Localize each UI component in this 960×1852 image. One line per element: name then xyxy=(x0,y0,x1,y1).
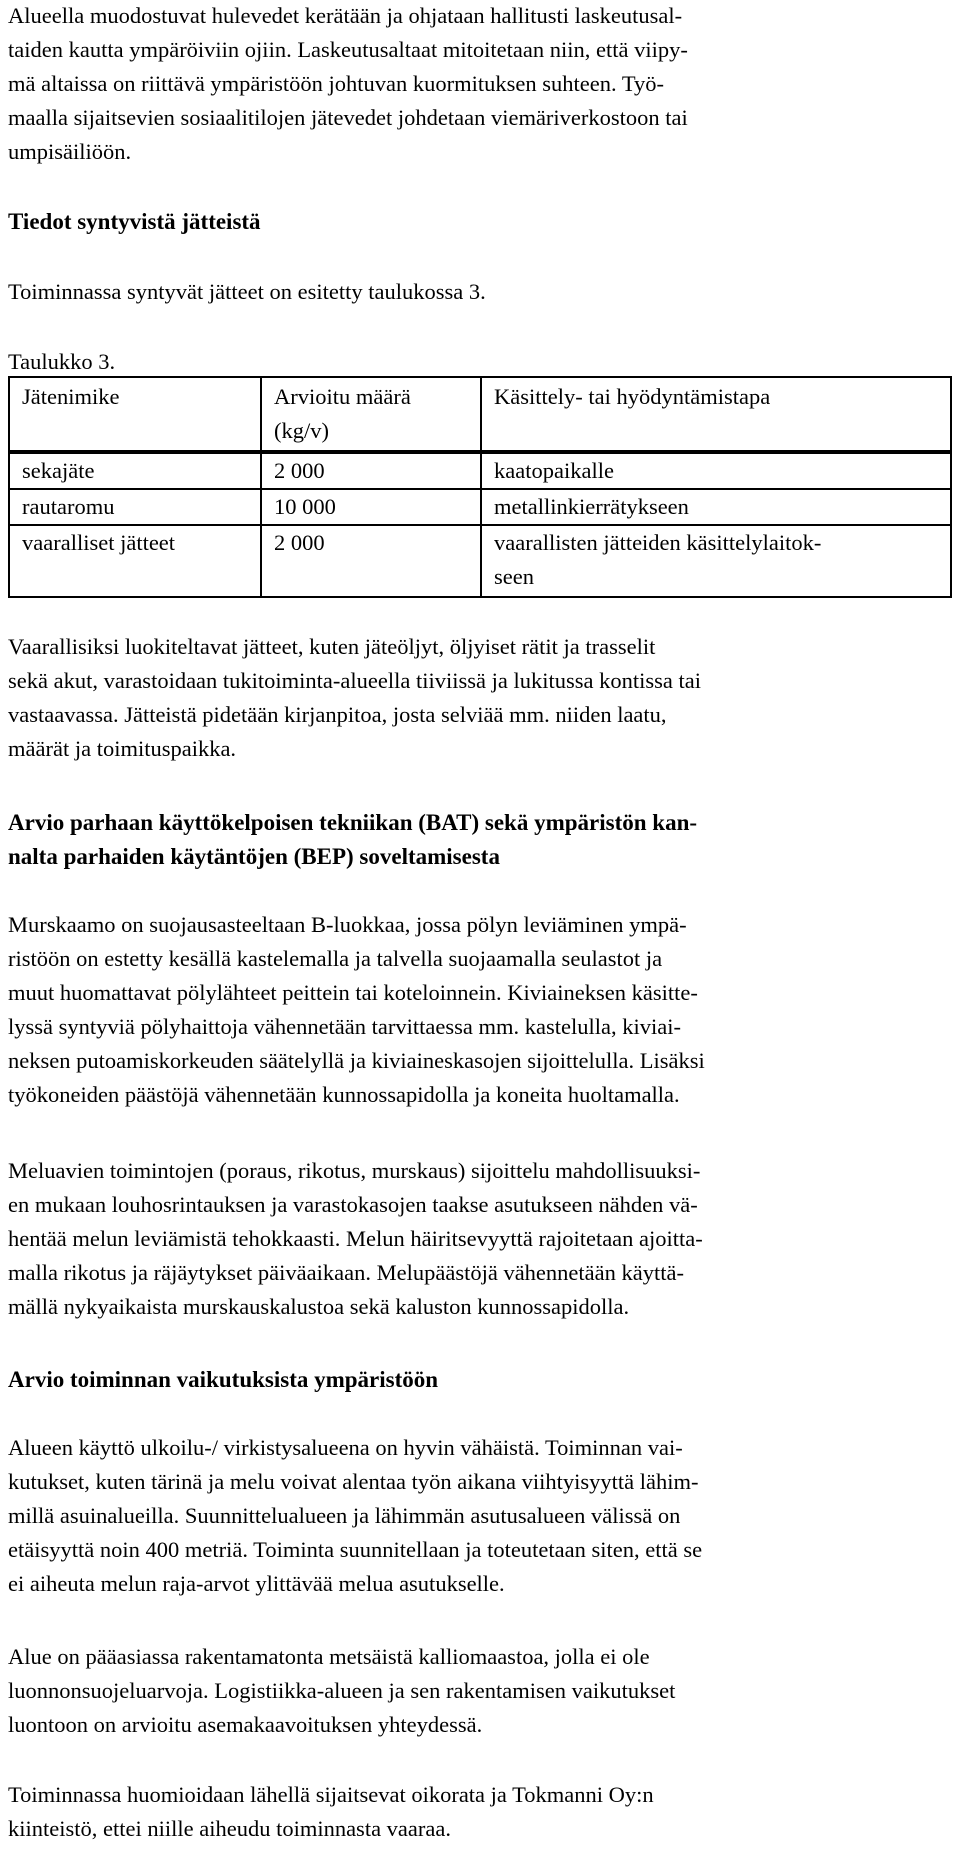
header-treatment: Käsittely- tai hyödyntämistapa xyxy=(481,377,951,452)
cell-waste-name: rautaromu xyxy=(9,489,261,525)
intro-paragraph: Alueella muodostuvat hulevedet kerätään ja ohjataan hallitusti laskeutusal- taiden kautta ympäröiviin ojiin. Laskeutusaltaat mitoitetaan niin, että viipy- mä altaissa on riittävä ympäristöön johtuvan kuormituksen suhteen. Työ- maalla sijaitsevien sosiaalitilojen jätevedet johdetaan viemäriverkostoon tai umpisäiliöön. xyxy=(8,3,688,164)
waste-table xyxy=(8,376,952,598)
table-row xyxy=(9,525,951,597)
cell-treatment: metallinkierrätykseen xyxy=(481,489,951,525)
impact-heading: Arvio toiminnan vaikutuksista ympäristöön xyxy=(8,1367,439,1392)
bat-heading: Arvio parhaan käyttökelpoisen tekniikan (BAT) sekä ympäristön kan- nalta parhaiden käytäntöjen (BEP) soveltamisesta xyxy=(8,810,698,869)
waste-heading: Tiedot syntyvistä jätteistä xyxy=(8,209,261,234)
table-row xyxy=(9,489,951,525)
cell-waste-name: vaaralliset jätteet xyxy=(9,525,261,597)
nature-paragraph: Alue on pääasiassa rakentamatonta metsäistä kalliomaastoa, jolla ei ole luonnonsuojeluarvoja. Logistiikka-alueen ja sen rakentamisen vaikutukset luontoon on arvioitu asemakaavoituksen yhteydessä. xyxy=(8,1644,676,1737)
cell-treatment: kaatopaikalle xyxy=(481,452,951,489)
cell-amount: 10 000 xyxy=(261,489,481,525)
table-header-row xyxy=(9,377,951,452)
neighbor-paragraph: Toiminnassa huomioidaan lähellä sijaitsevat oikorata ja Tokmanni Oy:n kiinteistö, ettei niille aiheudu toiminnasta vaaraa. xyxy=(8,1782,654,1841)
cell-amount: 2 000 xyxy=(261,525,481,597)
impact-paragraph: Alueen käyttö ulkoilu-/ virkistysalueena on hyvin vähäistä. Toiminnan vai- kutukset, kuten tärinä ja melu voivat alentaa työn aikana viihtyisyyttä lähim- millä asuinalueilla. Suunnittelualueen ja lähimmän asutusalueen välissä on etäisyyttä noin 400 metriä. Toiminta suunnitellaan ja toteutetaan siten, että se ei aiheuta melun raja-arvot ylittävää melua asutukselle. xyxy=(8,1435,703,1596)
table-caption: Taulukko 3. xyxy=(8,349,116,374)
hazardous-paragraph: Vaarallisiksi luokiteltavat jätteet, kuten jäteöljyt, öljyiset rätit ja trasselit sekä akut, varastoidaan tukitoiminta-alueella tiiviissä ja lukitussa kontissa tai vastaavassa. Jätteistä pidetään kirjanpitoa, josta selviää mm. niiden laatu, määrät ja toimituspaikka. xyxy=(8,634,701,761)
cell-amount: 2 000 xyxy=(261,452,481,489)
bat-paragraph: Murskaamo on suojausasteeltaan B-luokkaa, jossa pölyn leviäminen ympä- ristöön on estetty kesällä kastelemalla ja talvella suojaamalla seulastot ja muut huomattavat pölylähteet peittein tai koteloinnein. Kiviaineksen käsitte- lyssä syntyviä pölyhaittoja vähennetään tarvittaessa mm. kastelulla, kiviai- neksen putoamiskorkeuden säätelyllä ja kiviaineskasojen sijoittelulla. Lisäksi työkoneiden päästöjä vähennetään kunnossapidolla ja koneita huoltamalla. xyxy=(8,912,705,1107)
waste-intro: Toiminnassa syntyvät jätteet on esitetty taulukossa 3. xyxy=(8,279,486,304)
table-row xyxy=(9,452,951,489)
header-waste-name: Jätenimike xyxy=(9,377,261,452)
cell-waste-name: sekajäte xyxy=(9,452,261,489)
noise-paragraph: Meluavien toimintojen (poraus, rikotus, murskaus) sijoittelu mahdollisuuksi- en mukaan louhosrintauksen ja varastokasojen taakse asutukseen nähden vä- hentää melun leviämistä tehokkaasti. Melun häiritsevyyttä rajoitetaan ajoitta- malla rikotus ja räjäytykset päiväaikaan. Melupäästöjä vähennetään käyttä- mällä nykyaikaista murskauskalustoa sekä kaluston kunnossapidolla. xyxy=(8,1158,703,1319)
header-amount: Arvioitu määrä (kg/v) xyxy=(261,377,481,452)
cell-treatment: vaarallisten jätteiden käsittelylaitok- seen xyxy=(481,525,951,597)
